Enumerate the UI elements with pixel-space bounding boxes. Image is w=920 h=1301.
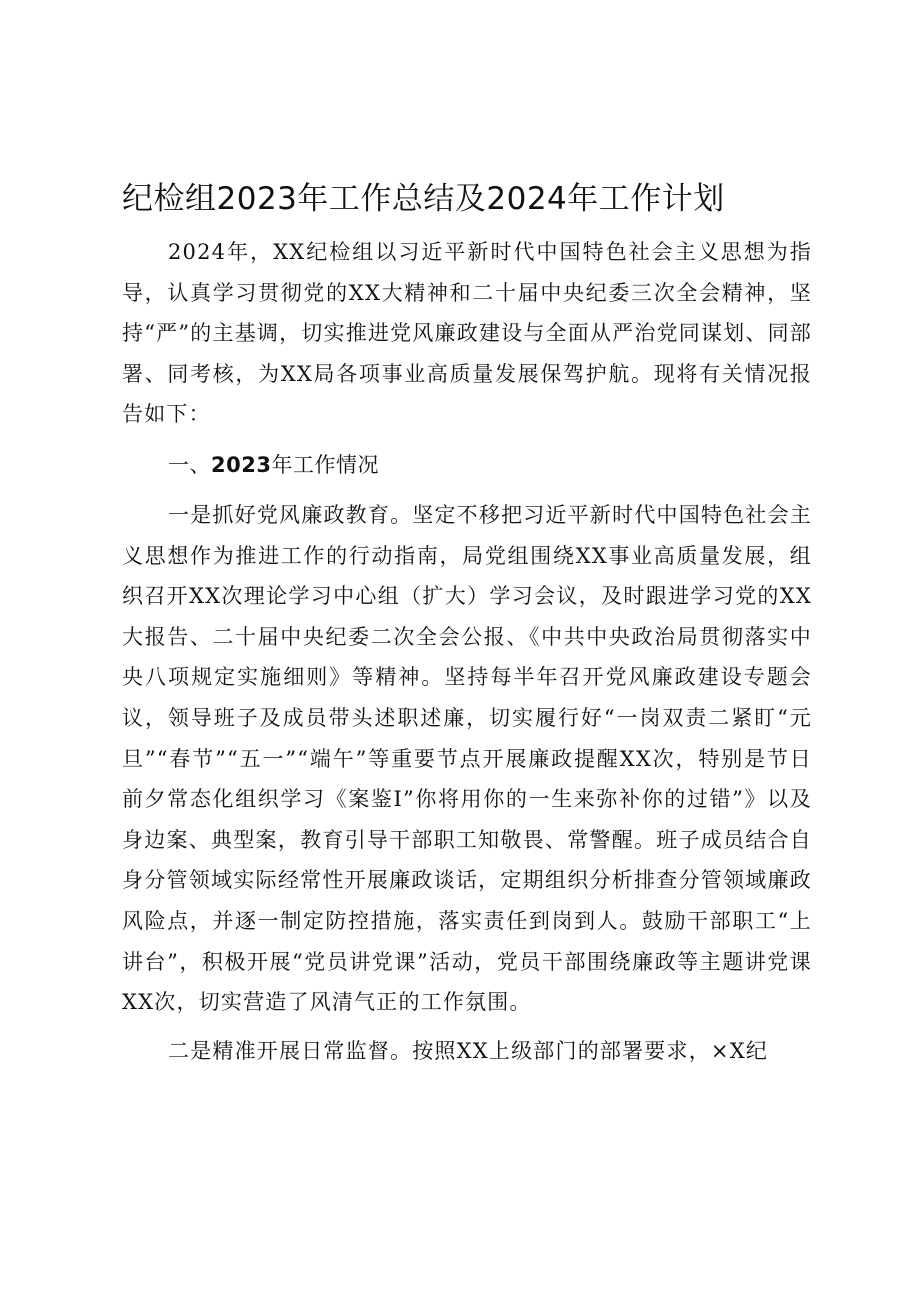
document-title: 纪检组2023年工作总结及2024年工作计划 [122,181,725,217]
section-year: 2023 [211,452,272,477]
paragraph-gap [122,435,812,443]
section-prefix: 一、 [168,452,211,477]
paragraph-daily-supervision: 二是精准开展日常监督。按照XX上级部门的部署要求，×X纪 [168,1038,769,1063]
intro-paragraph: 2024年，XX纪检组以习近平新时代中国特色社会主义思想为指导，认真学习贯彻党的XX大精神和二十届中央纪委三次全会精神，坚持“严”的主基调，切实推进党风廉政建设与全面从严治党同谋划、同部署、同考核，为XX局各项事业高质量发展保驾护航。现将有关情况报告如下： [122,240,812,427]
paragraph-party-education: 一是抓好党风廉政教育。坚定不移把习近平新时代中国特色社会主义思想作为推进工作的行动指南，局党组围绕XX事业高质量发展，组织召开XX次理论学习中心组（扩大）学习会议，及时跟进学习党的XX大报告、二十届中央纪委二次全会公报、《中共中央政治局贯彻落实中央八项规定实施细则》等精神。坚持每半年召开党风廉政建设专题会议，领导班子及成员带头述职述廉，切实履行好“一岗双责二紧盯“元旦”“春节”“五一”“端午”等重要节点开展廉政提醒XX次，特别是节日前夕常态化组织学习《案鉴I”你将用你的一生来弥补你的过错”》以及身边案、典型案，教育引导干部职工知敬畏、常警醒。班子成员结合自身分管领域实际经常性开展廉政谈话，定期组织分析排查分管领域廉政风险点，并逐一制定防控措施，落实责任到岗到人。鼓励干部职工“上讲台”，积极开展“党员讲党课”活动，党员干部围绕廉政等主题讲党课XX次，切实营造了风清气正的工作氛围。 [122,502,812,1015]
section-title-rest: 年工作情况 [271,452,379,477]
paragraph-gap [122,487,812,495]
paragraph-gap [122,1023,812,1031]
document-body [122,176,812,1071]
section-heading-2023 [122,445,812,485]
